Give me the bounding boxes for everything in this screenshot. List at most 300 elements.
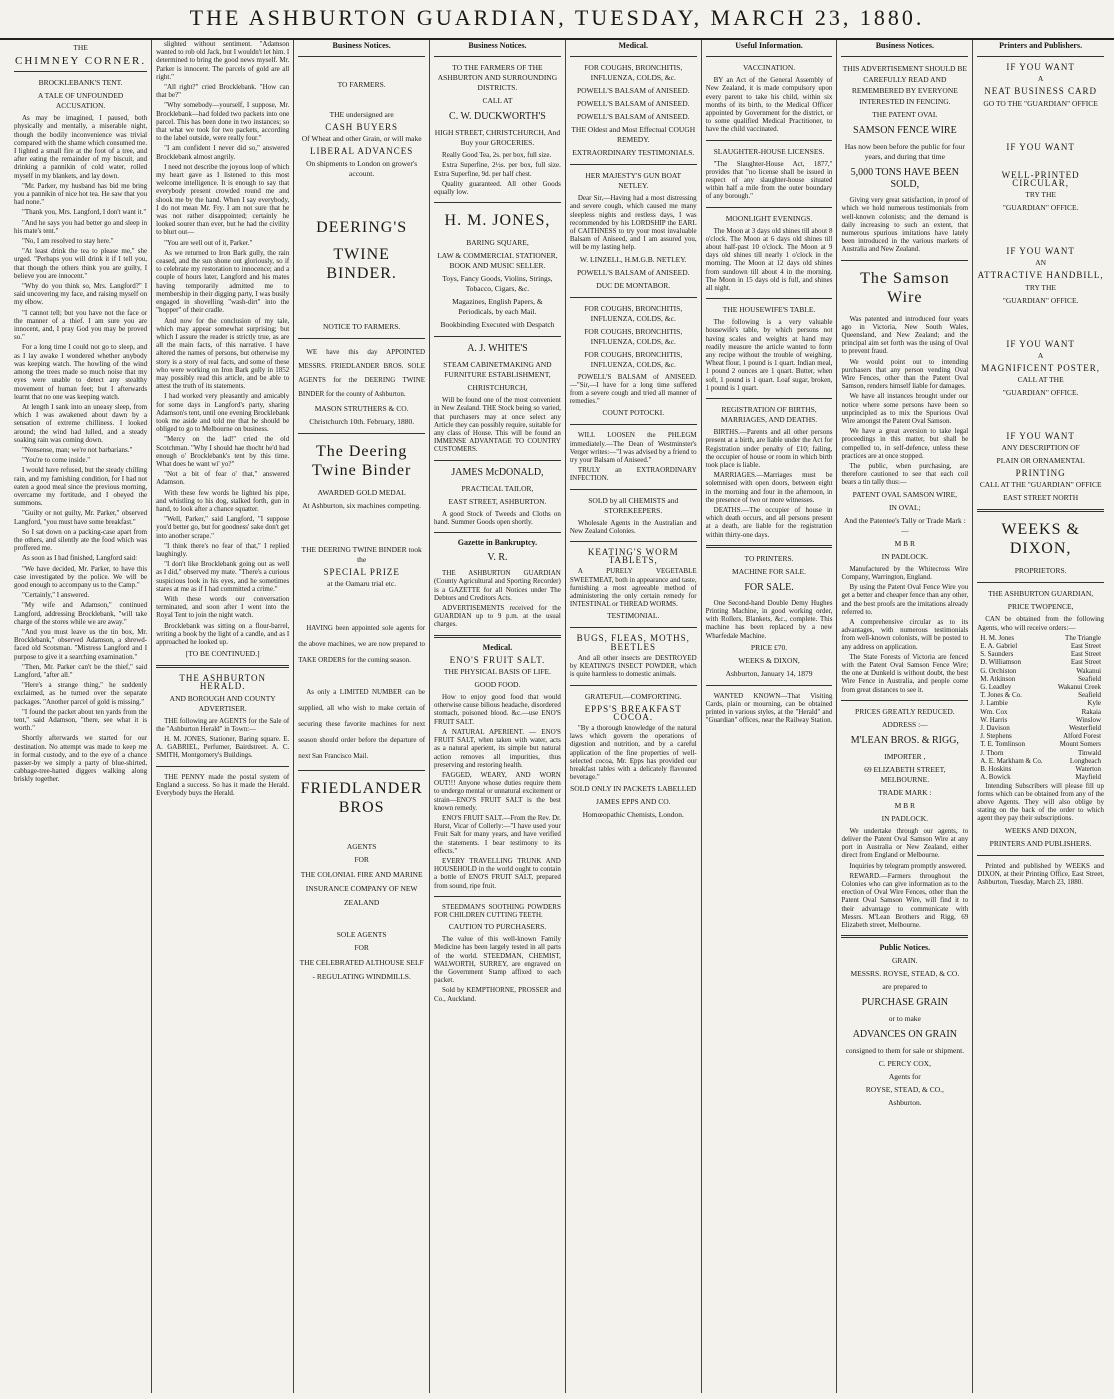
paragraph: "Guilty or not guilty, Mr. Parker," observed Langford, "you must have some breakfast." bbox=[14, 509, 148, 526]
paragraph: THE following are AGENTS for the Sale of the "Ashburton Herald" in Town:— bbox=[156, 716, 290, 733]
ad-text: TRADE MARK : bbox=[878, 787, 932, 797]
ad-heading: WELL-PRINTED CIRCULAR, bbox=[1001, 169, 1080, 189]
ad-text: PROPRIETORS. bbox=[1014, 566, 1067, 576]
ad-text: THE DEERING TWINE BINDER took the bbox=[301, 544, 422, 564]
column-6 bbox=[702, 40, 838, 1393]
paragraph: "I cannot tell; but you have not the face or the manner of a thief. I am sure you are innocent, and, I pray God you may be proved so." bbox=[14, 308, 148, 342]
column-4 bbox=[430, 40, 566, 1393]
ad-heading: THE PHYSICAL BASIS OF LIFE. bbox=[443, 667, 551, 677]
table-row bbox=[977, 732, 1104, 740]
ad-heading: IF YOU WANT bbox=[1006, 62, 1075, 73]
section-heading: Public Notices. bbox=[879, 943, 931, 953]
divider bbox=[570, 297, 697, 298]
paragraph: THE ASHBURTON GUARDIAN (County Agricultural and Sporting Recorder) is a GAZETTE for all Notices under The Debtors and Creditors Acts. bbox=[434, 569, 561, 602]
paragraph: A PURELY VEGETABLE SWEETMEAT, both in appearance and taste, furnishing a most agreeable method of administering the only certain remedy for INTESTINAL or THREAD WORMS. bbox=[569, 567, 697, 609]
paragraph: A NATURAL APERIENT. — ENO'S FRUIT SALT, when taken with water, acts as a natural aperient, its simple but natural action removes all impurities, thus preserving and restoring health. bbox=[434, 727, 561, 769]
ad-headline: M'LEAN BROS. & RIGG, bbox=[850, 734, 959, 746]
ad-heading: FOR COUGHS, BRONCHITIS, INFLUENZA, COLDS, &c. bbox=[584, 63, 683, 83]
ad-heading: IF YOU WANT bbox=[1006, 431, 1075, 442]
paragraph: I would have refused, but the steady chilling rain, and my famishing condition, for I had not eaten a good meal since the previous morning, overcame my fortitude, and I obeyed the summons. bbox=[14, 466, 148, 508]
ad-text: consigned to them for sale or shipment. bbox=[845, 1046, 965, 1056]
section-heading: Business Notices. bbox=[875, 41, 934, 50]
ad-signature: DUC DE MONTABOR. bbox=[596, 280, 671, 290]
divider bbox=[14, 71, 147, 72]
divider bbox=[434, 532, 561, 533]
paragraph: POWELL'S BALSAM of ANISEED.—"Sir,—I have for a long time suffered from a severe cough and tried all manner of remedies." bbox=[569, 372, 697, 406]
divider bbox=[434, 202, 561, 203]
ad-text: And the Patentee's Tally or Trade Mark :— bbox=[843, 515, 966, 535]
divider bbox=[706, 685, 833, 686]
agent-name: Wm. Cox bbox=[980, 707, 1008, 716]
table-row bbox=[977, 716, 1104, 724]
ad-text: Bookbinding Executed with Despatch bbox=[440, 320, 555, 330]
ad-text: TRY THE bbox=[1025, 282, 1056, 292]
ad-heading: THE HOUSEWIFE'S TABLE. bbox=[722, 305, 816, 315]
table-row bbox=[977, 675, 1104, 683]
section-title: CHIMNEY CORNER. bbox=[15, 55, 147, 67]
divider bbox=[570, 424, 697, 425]
herald-title: THE ASHBURTON HERALD. bbox=[179, 673, 266, 692]
ad-text: "GUARDIAN" OFFICE. bbox=[1002, 388, 1079, 398]
agent-place: The Triangle bbox=[1065, 633, 1102, 642]
ad-heading: PRINTING bbox=[1015, 468, 1066, 479]
ad-heading: SLAUGHTER-HOUSE LICENSES. bbox=[713, 146, 825, 156]
paragraph: Will be found one of the most convenient in New Zealand. THE Stock being so varied, that purchasers may at once select any Article they can possibly require, suitable for any class of House. This will be found an IMMENSE ADVANTAGE TO COUNTRY CUSTOMERS. bbox=[434, 396, 561, 454]
ad-text: PRICE TWOPENCE, bbox=[1007, 602, 1074, 612]
section-heading: Useful Information. bbox=[735, 41, 803, 50]
ad-headline: SAMSON FENCE WIRE bbox=[852, 125, 957, 137]
paragraph: Shortly afterwards we started for our destination. No attempt was made to keep me in formal custody, and to the eye of a chance passer-by we simply a party of blue-shirted, cabbage-tree-hatted diggers walking along briskly together. bbox=[14, 734, 148, 784]
ad-text: ADDRESS :— bbox=[882, 719, 928, 729]
paragraph: The following is a very valuable housewife's table, by which persons not having scales and weights at hand may readily measure the article wanted to form any recipe without the trouble of weighing. Wheat flour, 1 pound is 1 quart. Indian meal, 1 pound 2 ounces are 1 quart. Butter, when soft, 1 pound is 1 quart. Loaf sugar, broken, 1 pound is 1 quart. bbox=[705, 318, 833, 392]
divider bbox=[434, 56, 561, 57]
divider bbox=[706, 56, 833, 57]
ad-heading: CASH BUYERS bbox=[325, 122, 399, 133]
ad-heading: EXTRAORDINARY TESTIMONIALS. bbox=[572, 148, 695, 158]
ad-headline: 5,000 TONS HAVE BEEN SOLD, bbox=[850, 167, 960, 191]
agent-name: J. Davison bbox=[980, 724, 1010, 733]
paragraph: We have all instances brought under our notice where some persons have been so unprincipled as to mix the Spurious Oval Wire amongst the Patent Oval Samson. bbox=[841, 392, 969, 426]
column-1 bbox=[10, 40, 152, 1393]
paragraph: FAGGED, WEARY, AND WORN OUT!!! Anyone whose duties require them to undergo mental or unnatural excitement or strain—ENO'S FRUIT SALT is the best known remedy. bbox=[434, 770, 561, 812]
paragraph: Inquiries by telegram promptly answered. bbox=[849, 861, 967, 870]
agent-place: Longbeach bbox=[1069, 756, 1102, 765]
ad-text: Toys, Fancy Goods, Violins, Strings, Tobacco, Cigars, &c. bbox=[442, 274, 553, 294]
divider bbox=[977, 582, 1104, 583]
divider bbox=[298, 433, 425, 434]
ad-heading: CAUTION TO PURCHASERS. bbox=[448, 922, 547, 932]
paragraph: Brocklebank was sitting on a flour-barrel, writing a book by the light of a candle, and as I approached he looked up. bbox=[156, 621, 290, 647]
ad-heading: VACCINATION. bbox=[742, 63, 796, 73]
paragraph: The value of this well-known Family Medicine has been largely tested in all parts of the world. STEEDMAN, CHEMIST, WALWORTH, SURREY, are engraved on the Government Stamp affixed to each packet. bbox=[434, 935, 561, 985]
section-heading: Printers and Publishers. bbox=[999, 41, 1083, 50]
agent-place: Tinwald bbox=[1077, 748, 1102, 757]
divider bbox=[570, 541, 697, 542]
paragraph: "I think there's no fear of that," I replied laughingly. bbox=[156, 541, 290, 558]
column-7 bbox=[837, 40, 973, 1393]
agent-name: J. Thorn bbox=[980, 748, 1004, 757]
ad-heading: THIS ADVERTISEMENT SHOULD BE CAREFULLY READ AND REMEMBERED BY EVERYONE INTERESTED IN FENCING. bbox=[842, 64, 967, 107]
paragraph: And all other insects are DESTROYED by KEATING'S INSECT POWDER, which is quite harmless to domestic animals. bbox=[569, 653, 697, 679]
ad-heading: TO FARMERS. bbox=[337, 80, 386, 90]
divider bbox=[841, 260, 968, 261]
paragraph: "Nonsense, man; we're not barbarians." bbox=[22, 445, 133, 454]
paragraph: As soon as I had finished, Langford said: bbox=[22, 554, 138, 563]
ad-headline: TWINE BINDER. bbox=[326, 245, 397, 282]
paragraph: "Not a bit of fear o' that," answered Adamson. bbox=[156, 470, 290, 487]
paragraph: "Thank you, Mrs. Langford, I don't want it." bbox=[22, 208, 147, 217]
agents-table bbox=[977, 634, 1104, 782]
table-row bbox=[977, 658, 1104, 666]
paragraph: MARRIAGES.—Marriages must be solemnised with open doors, between eight in the morning and four in the afternoon, in the presence of two or more witnesses. bbox=[705, 471, 833, 504]
trade-mark: M B R bbox=[894, 538, 916, 548]
paragraph: Intending Subscribers will please fill up forms which can be obtained from any of the above Agents. They will also oblige by stating on the back of the order to which agent they pay their subscriptions. bbox=[977, 781, 1105, 823]
paragraph: "Mr. Parker, my husband has bid me bring you a pannikin of nice hot tea. He saw that you had none." bbox=[14, 181, 148, 207]
section-heading: Business Notices. bbox=[468, 41, 527, 50]
ad-heading: GOOD FOOD. bbox=[474, 680, 521, 690]
divider bbox=[977, 509, 1104, 512]
divider bbox=[570, 489, 697, 490]
ad-text: PLAIN OR ORNAMENTAL bbox=[996, 456, 1085, 466]
ad-heading: REGISTRATION OF BIRTHS, MARRIAGES, AND DEATHS. bbox=[720, 405, 818, 425]
ad-signature: MASON STRUTHERS & CO. bbox=[314, 403, 409, 413]
divider bbox=[570, 627, 697, 628]
paragraph: "The Slaughter-House Act, 1877," provides that "no license shall be issued in respect of any slaughter-house situated within half a mile from the outer boundary of any borough." bbox=[705, 159, 833, 201]
ad-text: Agents for bbox=[888, 1072, 921, 1082]
ad-heading: THE COLONIAL FIRE AND MARINE INSURANCE COMPANY OF NEW ZEALAND bbox=[300, 869, 423, 907]
ad-signature: C. PERCY COX, bbox=[878, 1059, 931, 1069]
paragraph: "Here's a strange thing," he suddenly exclaimed, as he turned over the separate packages. "Another parcel of gold is missing." bbox=[14, 681, 148, 706]
agent-name: G. Orchiston bbox=[980, 666, 1017, 675]
table-row bbox=[977, 683, 1104, 691]
ad-heading: TO THE FARMERS OF THE ASHBURTON AND SURROUNDING DISTRICTS. bbox=[437, 63, 558, 93]
ad-text: GO TO THE "GUARDIAN" OFFICE bbox=[983, 98, 1098, 108]
section-heading: Medical. bbox=[618, 41, 649, 50]
agent-place: Mayfield bbox=[1075, 773, 1102, 782]
table-row bbox=[977, 757, 1104, 765]
ad-heading: LAW & COMMERCIAL STATIONER, BOOK AND MUSIC SELLER. bbox=[437, 251, 558, 271]
agent-name: G. Leadley bbox=[980, 683, 1012, 692]
ad-heading: MOONLIGHT EVENINGS. bbox=[725, 213, 813, 223]
ad-heading: JAMES EPPS AND CO. bbox=[595, 797, 671, 807]
divider bbox=[434, 460, 561, 461]
divider bbox=[570, 164, 697, 165]
ad-heading: IF YOU WANT bbox=[1006, 141, 1075, 152]
divider bbox=[706, 398, 833, 399]
ad-text: THE PATENT OVAL bbox=[872, 110, 938, 120]
ad-heading: PATENT OVAL SAMSON WIRE, bbox=[852, 489, 958, 499]
agent-name: H. M. Jones bbox=[980, 633, 1015, 642]
story-title: BROCKLEBANK'S TENT. bbox=[38, 78, 123, 88]
page-columns bbox=[10, 40, 1108, 1393]
paragraph: "You're to come inside." bbox=[22, 456, 91, 465]
paragraph: WANTED KNOWN—That Visiting Cards, plain or mourning, can be obtained printed in various styles, at the "Herald" and "Guardian" offices, near the Railway Station. bbox=[705, 691, 833, 725]
table-row bbox=[977, 642, 1104, 650]
ad-text: At Ashburton, six machines competing. bbox=[302, 500, 422, 510]
ad-heading: THE CELEBRATED ALTHOUSE SELF - REGULATING WINDMILLS. bbox=[299, 957, 424, 981]
ad-text: Has now been before the public for four years, and during that time bbox=[844, 142, 965, 162]
ad-headline: DEERING'S bbox=[316, 218, 408, 236]
section-heading: Gazette in Bankruptcy. bbox=[457, 538, 538, 548]
agent-place: Winslow bbox=[1076, 715, 1102, 724]
divider bbox=[570, 56, 697, 57]
ad-text: On shipments to London on grower's account. bbox=[306, 158, 418, 178]
table-row bbox=[977, 724, 1104, 732]
ad-text: at the Oamaru trial etc. bbox=[327, 578, 397, 588]
ad-text: EAST STREET, ASHBURTON. bbox=[448, 496, 547, 506]
column-8 bbox=[973, 40, 1108, 1393]
ad-text: SOLD ONLY IN PACKETS LABELLED bbox=[570, 784, 697, 794]
ad-date: Ashburton, January 14, 1879 bbox=[725, 668, 813, 678]
paragraph: WILL LOOSEN the PHLEGM immediately.—The Dean of Westminster's Verger writes:—"I was advised by a friend to try your Balsam of Aniseed." bbox=[569, 431, 697, 465]
ad-text: Magazines, English Papers, & Periodicals, by each Mail. bbox=[452, 297, 543, 317]
story-subtitle: A TALE OF UNFOUNDED ACCUSATION. bbox=[37, 91, 124, 111]
ad-headline: KEATING'S WORM TABLETS, bbox=[587, 547, 679, 566]
divider bbox=[706, 207, 833, 208]
ad-headline: JAMES McDONALD, bbox=[451, 466, 544, 478]
divider bbox=[841, 700, 968, 701]
table-row bbox=[977, 708, 1104, 716]
ad-headline: A. J. WHITE'S bbox=[467, 343, 528, 355]
table-row bbox=[977, 749, 1104, 757]
ad-heading: PRICES GREATLY REDUCED. bbox=[855, 706, 955, 716]
paragraph: ENO'S FRUIT SALT.—From the Rev. Dr. Hurst, Vicar of Collerly:—"I have used your Fruit Salt for many years, and have verified the statements. I bear testimony to its effects." bbox=[434, 813, 561, 855]
ad-heading: FOR COUGHS, BRONCHITIS, INFLUENZA, COLDS, &c. bbox=[584, 326, 683, 346]
ad-headline: FRIEDLANDER BROS bbox=[300, 779, 423, 816]
ad-headline: ENO'S FRUIT SALT. bbox=[449, 654, 546, 665]
paragraph: Was patented and introduced four years ago in Victoria, New South Wales, Queensland, and New Zealand; and the principal aim set forth was the using of Oval to prevent fraud. bbox=[841, 314, 969, 356]
agent-name: B. Hoskins bbox=[980, 765, 1012, 774]
ad-heading: MACHINE FOR SALE. bbox=[732, 566, 807, 576]
ad-heading: FOR COUGHS, BRONCHITIS, INFLUENZA, COLDS, &c. bbox=[584, 303, 683, 323]
divider bbox=[156, 766, 289, 767]
ad-heading: POWELL'S BALSAM of ANISEED. bbox=[576, 86, 690, 96]
divider bbox=[977, 855, 1104, 856]
ad-text: ANY DESCRIPTION OF bbox=[1001, 443, 1080, 453]
ad-heading: MAGNIFICENT POSTER, bbox=[981, 362, 1101, 373]
paragraph: As may be imagined, I paused, both physically and mentally, a miserable night, though the bodily inconvenience was trivial compared with the shame which consumed me. I lighted a small fire at the foot of a tree, and after eating the remainder of my biscuit, and drinking a pannikin of cold water, rolled myself in my blankets, and lay down. bbox=[14, 114, 148, 180]
agents-list: H. M. JONES, Stationer, Baring square. E. A. GABRIEL, Perfumer, Bairdstreet. A. C. SMITH, Montgomery's Buildings. bbox=[156, 735, 290, 760]
column-3 bbox=[294, 40, 430, 1393]
agent-place: East Street bbox=[1070, 658, 1102, 667]
divider bbox=[434, 336, 561, 337]
ad-heading: IF YOU WANT bbox=[1006, 338, 1075, 349]
ad-text: BARING SQUARE, bbox=[466, 238, 529, 248]
paragraph: REWARD.—Farmers throughout the Colonies who can give information as to the erection of Oval Wire Fences, other than the Patent Oval Samson Wire, will find it to their advantage to communicate with Messrs. M'Lean Brothers and Rigg, 69 Elizabeth street, Melbourne. bbox=[841, 871, 969, 929]
table-row bbox=[977, 740, 1104, 748]
masthead: THE ASHBURTON GUARDIAN, TUESDAY, MARCH 23, 1880. bbox=[0, 0, 1114, 40]
ad-text: IN OVAL; bbox=[888, 502, 921, 512]
ad-text: PRINTERS AND PUBLISHERS. bbox=[989, 838, 1092, 848]
paragraph: As only a LIMITED NUMBER can be supplied, all who wish to make certain of securing these favorite machines for next season should order before the departure of next San Francisco Mail. bbox=[298, 687, 426, 760]
paragraph: "Well, Parker," said Langford, "I suppose you'd better go, but for goodness' sake don't get into another scrape." bbox=[156, 515, 290, 540]
ad-heading: SOLD by all CHEMISTS and STOREKEEPERS. bbox=[588, 495, 679, 515]
ad-heading: AWARDED GOLD MEDAL bbox=[317, 487, 406, 497]
paragraph: "Certainly," I answered. bbox=[22, 591, 90, 600]
ad-headline: C. W. DUCKWORTH'S bbox=[449, 111, 546, 123]
agent-place: Kyle bbox=[1087, 699, 1102, 708]
ad-heading: NOTICE TO FARMERS. bbox=[322, 321, 401, 331]
ad-signature: WEEKS & DIXON, bbox=[738, 655, 800, 665]
agent-place: East Street bbox=[1070, 650, 1102, 659]
paragraph: "We have decided, Mr. Parker, to have this case investigated by the police. We will be good enough to accompany us to the Camp." bbox=[14, 564, 148, 589]
divider bbox=[841, 56, 968, 57]
paragraph: THE PENNY made the postal system of England a success. So has it made the Herald. Everybody buys the Herald. bbox=[156, 772, 290, 798]
ad-text: MESSRS. ROYSE, STEAD, & CO. bbox=[850, 969, 960, 979]
paragraph: Extra Superfine, 2½s. per box, full size. Extra Superfine, 9d. per half chest. bbox=[434, 161, 561, 178]
agent-place: Alford Forest bbox=[1063, 732, 1102, 741]
paragraph: Manufactured by the Whitecross Wire Company, Warrington, England. bbox=[841, 564, 969, 581]
agent-place: Seafield bbox=[1078, 691, 1102, 700]
imprint: Printed and published by WEEKS and DIXON, at their Printing Office, East Street, Ashburton, Tuesday, March 23, 1880. bbox=[977, 861, 1105, 886]
paragraph: DEATHS.—The occupier of house in which death occurs, and all persons present at a death, are liable for the registration within thirty-one days. bbox=[705, 505, 833, 539]
divider bbox=[298, 338, 425, 339]
ad-heading: FOR COUGHS, BRONCHITIS, INFLUENZA, COLDS, &c. bbox=[584, 349, 683, 369]
ad-text: A bbox=[1037, 74, 1044, 84]
ad-text: or to make bbox=[888, 1014, 921, 1024]
paragraph: With these few words he lighted his pipe, and whistling to his dog, stalked forth, gun in hand, to look after a chance squatter. bbox=[156, 488, 290, 513]
table-row bbox=[977, 650, 1104, 658]
ad-text: FOR bbox=[354, 854, 369, 864]
ad-heading: SOLE AGENTS bbox=[336, 929, 387, 939]
ad-text: A bbox=[1037, 350, 1044, 360]
table-row bbox=[977, 667, 1104, 675]
ad-text: THE undersigned are bbox=[329, 110, 394, 120]
ad-heading: PRACTICAL TAILOR, bbox=[461, 483, 534, 493]
paragraph: "All right?" cried Brocklebank. "How can that be?" bbox=[156, 83, 290, 100]
paragraph: We would point out to intending purchasers that any person vending Oval Wire Fences, other than the Patent Oval Samson, renders himself liable for damages. bbox=[841, 357, 969, 391]
paragraph: We undertake through our agents, to deliver the Patent Oval Samson Wire at any port in Australia or New Zealand, either direct from England or Melbourne. bbox=[841, 826, 969, 860]
ad-headline: The Samson Wire bbox=[860, 269, 950, 306]
ad-text: 69 ELIZABETH STREET, MELBOURNE. bbox=[864, 764, 946, 784]
ad-text: CALL AT bbox=[482, 96, 513, 106]
divider bbox=[841, 935, 968, 938]
ad-heading: AGENTS bbox=[346, 841, 377, 851]
paragraph: Quality guaranteed. All other Goods equally low. bbox=[434, 179, 561, 197]
paragraph: "Why do you think so, Mrs. Langford?" I said uncovering my face, and raising myself on my elbow. bbox=[14, 282, 148, 307]
table-row bbox=[977, 691, 1104, 699]
paragraph: And now for the conclusion of my tale, which may appear somewhat surprising; but which I assure the reader is strictly true, as are all the main facts, of this narrative. I have altered the names of persons, but otherwise my story is a story of real facts, and some of these who were working on Iron Bark gully in 1852 may possibly read this article, and be able to attest the truth of its statements. bbox=[156, 316, 290, 391]
paragraph: ADVERTISEMENTS received for the GUARDIAN up to 9 p.m. at the usual charges. bbox=[434, 604, 561, 629]
paragraph: "By a thorough knowledge of the natural laws which govern the operations of digestion and nutrition, and by a careful application of the fine properties of well-selected cocoa, Mr. Epps has provided our breakfast tables with a delicately flavoured beverage." bbox=[569, 723, 697, 782]
paragraph: Dear Sir,—Having had a most distressing and severe cough, which caused me many sleepless nights and restless days, I was recommended by his LORDSHIP the EARL of CAITHNESS to try your most invaluable Balsam of Aniseed, and I am assured you, will be my lasting help. bbox=[569, 194, 697, 252]
table-row bbox=[977, 634, 1104, 642]
agent-name: J. Lambie bbox=[980, 699, 1008, 708]
paragraph: "You are well out of it, Parker." bbox=[164, 238, 253, 247]
ad-signature: ROYSE, STEAD, & CO., bbox=[865, 1085, 944, 1095]
agent-place: Wakanui Creek bbox=[1057, 683, 1102, 692]
ad-text: CHRISTCHURCH, bbox=[467, 383, 528, 393]
paragraph: For a long time I could not go to sleep, and as I lay awake I wondered whether anybody was keeping watch. The howling of the wind among the trees made so much noise that my eyes were unable to detect any stealthy movement of human feet; but I afterwards learnt that no one was keeping watch. bbox=[14, 343, 148, 401]
agent-name: A. E. Markham & Co. bbox=[980, 756, 1043, 765]
ad-headline: H. M. JONES, bbox=[444, 212, 551, 230]
column-2 bbox=[152, 40, 294, 1393]
paragraph: A good Stock of Tweeds and Cloths on hand. Summer Goods open shortly. bbox=[434, 509, 561, 526]
ad-heading: GRAIN. bbox=[892, 956, 918, 966]
paragraph: "Then, Mr. Parker can't be the thief," said Langford, "after all." bbox=[14, 662, 148, 679]
paragraph: The public, when purchasing, are therefore cautioned to see that each coil bears a tin tally thus:— bbox=[841, 462, 969, 487]
agent-place: Mount Somers bbox=[1059, 740, 1102, 749]
paragraph: "And you must leave us the tin box, Mr. Brocklebank," observed Adamson, a shrewd-faced old Scotsman. "Mistress Langford and I purpose to give it a searching examination." bbox=[14, 627, 148, 661]
ad-heading: POWELL'S BALSAM of ANISEED. bbox=[576, 99, 690, 109]
ad-heading: STEAM CABINETMAKING AND FURNITURE ESTABLISHMENT, bbox=[443, 360, 552, 380]
ad-heading: POWELL'S BALSAM of ANISEED. bbox=[576, 267, 690, 277]
ad-text: "GUARDIAN" OFFICE. bbox=[1002, 295, 1079, 305]
ad-signature: COUNT POTOCKI. bbox=[602, 408, 665, 418]
table-row bbox=[977, 773, 1104, 781]
paragraph: The Moon at 3 days old shines till about 8 o'clock. The Moon at 6 days old shines till about half-past 10 o'clock. The Moon at 9 days old shines till nearly 1 o'clock in the morning. The Moon at 12 days old shines from sundown till about 4 in the morning. The Moon in 15 days old is full, and shines all night. bbox=[705, 226, 833, 293]
agent-place: Rakaia bbox=[1081, 707, 1102, 716]
ad-text: IN PADLOCK. bbox=[881, 551, 929, 561]
paragraph: The State Forests of Victoria are fenced with the Patent Oval Samson Fence Wire; the one at Dunkeld is without doubt, the best Wire Fence in Australia, and people come from great distances to see it. bbox=[841, 652, 969, 694]
paragraph: BY an Act of the General Assembly of New Zealand, it is made compulsory upon every parent to take his child, within six months of its birth, to the Medical Officer appointed by Government for the district, or to some qualified Medical Practitioner, to have the child vaccinated. bbox=[705, 76, 833, 134]
paragraph: How to enjoy good food that would otherwise cause bilious headache, disordered stomach, poisoned blood. &c.—use ENO'S FRUIT SALT. bbox=[434, 693, 561, 726]
ad-text: CALL AT THE bbox=[1017, 375, 1064, 385]
paragraph: As we returned to Iron Bark gully, the rain ceased, and the sun shone out gloriously, so if to celebrate my restoration to innocence; and a couple of hours later, Langford and his mates having temporarily admitted me to membership in their digging party, I was busily engaged in shovelling "wash-dirt" into the "hopper" of their cradle. bbox=[156, 248, 290, 315]
paragraph: "Mercy on the lad!" cried the old Scotchman. "Why I should hae thocht he'd had enough o' Brocklebank's tent by this time. What does he want wi' yo?" bbox=[156, 435, 290, 468]
agent-name: W. Harris bbox=[980, 715, 1008, 724]
ad-headline: FOR SALE. bbox=[744, 581, 794, 593]
ad-heading: GRATEFUL—COMFORTING. bbox=[584, 691, 682, 701]
ad-heading: SPECIAL PRIZE bbox=[323, 566, 400, 577]
ad-heading: POWELL'S BALSAM of ANISEED. bbox=[576, 112, 690, 122]
paragraph: slighted without sentiment. "Adamson wanted to rob old Jack, but I wouldn't let him. I determined to bring the good news myself. Mr. Parker is innocent. The parcels of gold are all right." bbox=[156, 40, 290, 81]
herald-subtitle: AND BOROUGH AND COUNTY ADVERTISER. bbox=[169, 693, 276, 713]
ad-text: Ashburton. bbox=[888, 1098, 922, 1108]
paragraph: I need not describe the joyous loop of which my heart gave as I listened to this most welcome intelligence. It is enough to say that everybody present crowded round me and shook me by the hand. When I say everybody, I do not mean Mr. Fry. I am not sure that he was not rather disappointed; certainly he looked sourer than ever, but he had the civility to blurt out— bbox=[156, 162, 290, 237]
divider bbox=[570, 685, 697, 686]
paragraph: "My wife and Adamson," continued Langford, addressing Brocklebank, "will take charge of the stores while we are away." bbox=[14, 601, 148, 626]
paragraph: Giving very great satisfaction, in proof of which we hold numerous testimonials from well-known colonists; and the demand is daily increasing to such an extent, that numerous spurious imitations have lately been introduced in the various markets of Australia and New Zealand. bbox=[841, 196, 969, 254]
ad-headline: PURCHASE GRAIN bbox=[861, 997, 949, 1009]
paragraph: "I am confident I never did so," answered Brocklebank almost angrily. bbox=[156, 144, 290, 161]
agent-name: J. Stephens bbox=[980, 732, 1012, 741]
paragraph: TRULY an EXTRAORDINARY INFECTION. bbox=[569, 466, 697, 483]
agent-place: Westerfield bbox=[1068, 724, 1102, 733]
ad-headline: BUGS, FLEAS, MOTHS, BEETLES bbox=[576, 633, 690, 652]
paragraph: We have a great aversion to take legal proceedings in this matter, but shall be compelled to, in self-defence, unless these practices are at once stopped. bbox=[841, 427, 969, 460]
paragraph: STEEDMAN'S SOOTHING POWDERS FOR CHILDREN CUTTING TEETH. bbox=[434, 902, 561, 919]
table-row bbox=[977, 765, 1104, 773]
agent-name: T. E. Tomlinson bbox=[980, 740, 1025, 749]
ad-heading: THE Oldest and Most Effectual COUGH REMEDY. bbox=[571, 125, 696, 145]
divider bbox=[706, 545, 833, 548]
divider bbox=[977, 56, 1104, 57]
divider bbox=[434, 635, 561, 638]
agent-name: D. Williamson bbox=[980, 658, 1022, 667]
agent-place: Waterton bbox=[1075, 765, 1102, 774]
divider bbox=[706, 298, 833, 299]
ad-text: "GUARDIAN" OFFICE. bbox=[1002, 203, 1079, 213]
agent-place: Seafield bbox=[1078, 674, 1102, 683]
agent-place: East Street bbox=[1070, 642, 1102, 651]
paragraph: A comprehensive circular as to its advantages, with numerous testimonials from well-known colonists, will be posted to any address on application. bbox=[841, 617, 969, 651]
ad-date: Christchurch 10th. February, 1880. bbox=[309, 416, 415, 426]
paragraph: "Why somebody—yourself, I suppose, Mr. Brocklebank—had folded two packets into one parcel. This has been done in two instances; so that what we took for two packets, according to the label outside, were really four." bbox=[156, 101, 290, 143]
paragraph: Sold by KEMPTHORNE, PROSSER and Co., Auckland. bbox=[434, 986, 561, 1003]
ad-text: HER MAJESTY'S GUN BOAT NETLEY. bbox=[585, 171, 682, 191]
ad-text: IMPORTER , bbox=[884, 751, 926, 761]
paragraph: WE have this day APPOINTED MESSRS. FRIEDLANDER BROS. SOLE AGENTS for the DEERING TWINE BINDER for the county of Ashburton. bbox=[298, 347, 426, 398]
section-head: THE bbox=[73, 43, 88, 52]
paragraph: So I sat down on a packing-case apart from the others, and silently ate the food which was proffered me. bbox=[14, 527, 148, 553]
ad-signature: WEEKS AND DIXON, bbox=[1004, 825, 1077, 835]
ad-headline: ADVANCES ON GRAIN bbox=[852, 1029, 957, 1041]
paragraph: "No, I am resolved to stay here." bbox=[22, 237, 114, 246]
ad-text: TRY THE bbox=[1025, 190, 1056, 200]
agent-name: T. Jones & Co. bbox=[980, 691, 1022, 700]
ad-heading: NEAT BUSINESS CARD bbox=[984, 86, 1098, 97]
